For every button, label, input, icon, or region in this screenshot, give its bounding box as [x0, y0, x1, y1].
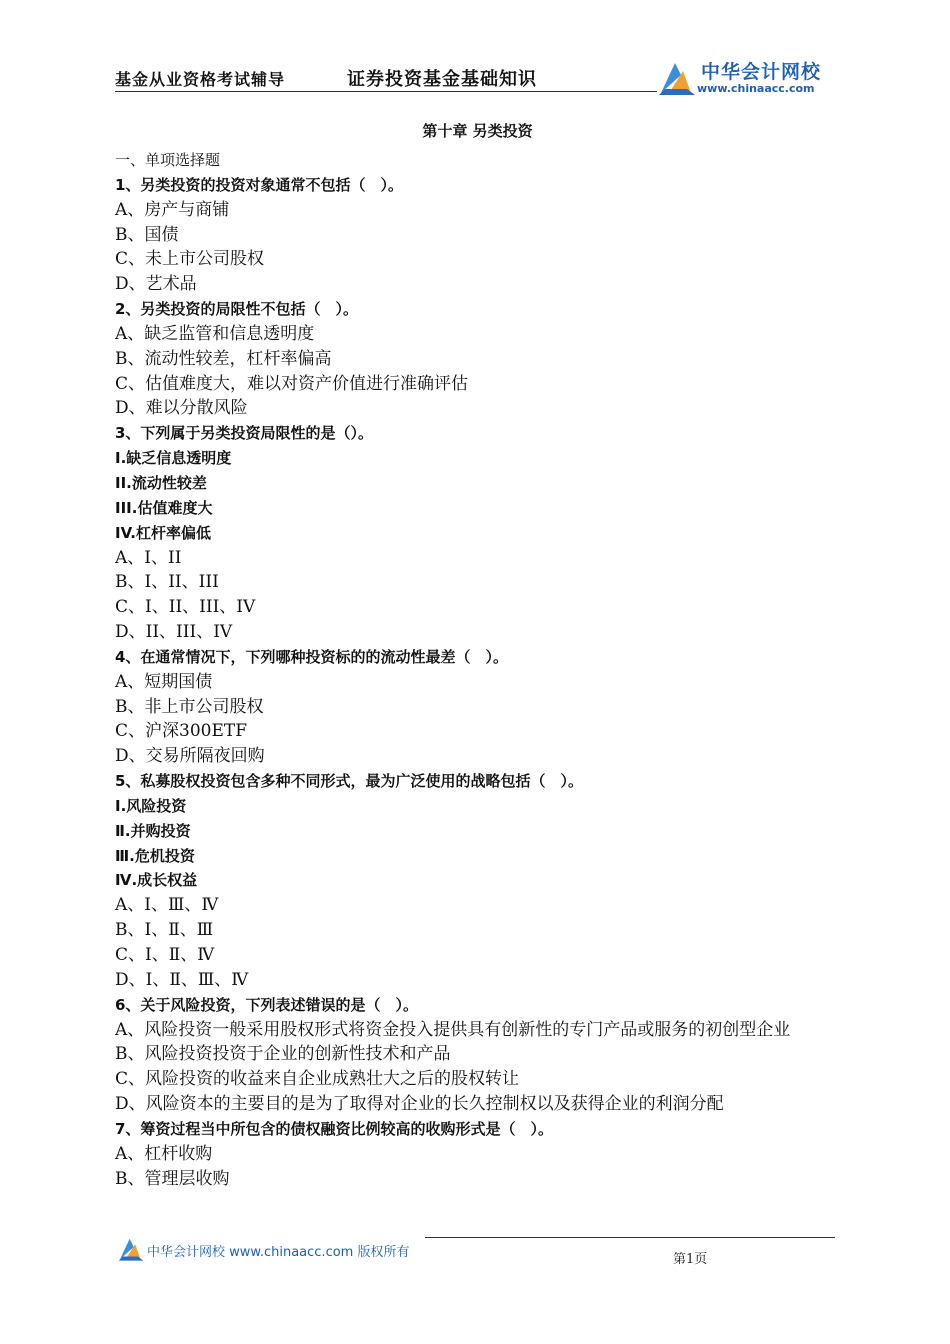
question-line: 6、关于风险投资，下列表述错误的是（ ）。: [115, 995, 418, 1014]
option-line: D、II、III、IV: [115, 622, 233, 643]
option-line: B、管理层收购: [115, 1168, 230, 1189]
question-line: 3、下列属于另类投资局限性的是（）。: [115, 424, 373, 443]
header-exam-title: 基金从业资格考试辅导: [115, 70, 286, 89]
option-line: D、交易所隔夜回购: [115, 746, 265, 767]
option-line: A、I、II: [115, 547, 182, 568]
footer-divider: [425, 1237, 835, 1238]
question-line: IV.杠杆率偏低: [115, 523, 211, 542]
option-line: C、沪深300ETF: [115, 721, 247, 742]
option-line: D、难以分散风险: [115, 398, 248, 419]
section-heading: 一、单项选择题: [115, 151, 221, 169]
option-line: C、未上市公司股权: [115, 249, 265, 270]
logo-url: www.chinaacc.com: [697, 82, 815, 95]
question-line: Ⅱ.并购投资: [115, 821, 191, 840]
question-list: [115, 148, 840, 1191]
question-line: 4、在通常情况下，下列哪种投资标的的流动性最差（ ）。: [115, 647, 508, 666]
option-line: C、估值难度大，难以对资产价值进行准确评估: [115, 373, 469, 394]
page-header: [115, 55, 835, 95]
option-line: B、Ⅰ、Ⅱ、Ⅲ: [115, 920, 214, 941]
question-line: I.缺乏信息透明度: [115, 449, 232, 468]
question-line: Ⅰ.风险投资: [115, 796, 187, 815]
option-line: B、风险投资投资于企业的创新性技术和产品: [115, 1044, 451, 1065]
header-subject-title: 证券投资基金基础知识: [347, 69, 537, 90]
chapter-title: 第十章 另类投资: [422, 122, 533, 140]
option-line: A、短期国债: [115, 671, 213, 692]
option-line: A、房产与商铺: [115, 199, 230, 220]
option-line: A、风险投资一般采用股权形式将资金投入提供具有创新性的专门产品或服务的初创型企业: [115, 1019, 791, 1040]
question-line: III.估值难度大: [115, 498, 213, 517]
option-line: B、I、II、III: [115, 572, 219, 593]
question-line: 7、筹资过程当中所包含的债权融资比例较高的收购形式是（ ）。: [115, 1119, 553, 1138]
option-line: A、杠杆收购: [115, 1143, 213, 1164]
option-line: A、缺乏监管和信息透明度: [115, 323, 315, 344]
footer-logo-icon: [117, 1236, 145, 1262]
option-line: C、风险投资的收益来自企业成熟壮大之后的股权转让: [115, 1069, 520, 1090]
option-line: C、I、II、III、IV: [115, 597, 256, 618]
document-body: [115, 118, 840, 1191]
option-line: B、流动性较差，杠杆率偏高: [115, 348, 332, 369]
option-line: D、风险资本的主要目的是为了取得对企业的长久控制权以及获得企业的利润分配: [115, 1094, 724, 1115]
question-line: 1、另类投资的投资对象通常不包括（ ）。: [115, 175, 403, 194]
option-line: A、Ⅰ、Ⅲ、Ⅳ: [115, 895, 219, 916]
question-line: 2、另类投资的局限性不包括（ ）。: [115, 300, 358, 319]
option-line: B、国债: [115, 224, 179, 245]
option-line: D、艺术品: [115, 274, 197, 295]
chinaacc-logo: [657, 55, 835, 99]
option-line: D、Ⅰ、Ⅱ、Ⅲ、Ⅳ: [115, 969, 249, 990]
footer-copyright: 中华会计网校 www.chinaacc.com 版权所有: [147, 1245, 410, 1260]
option-line: C、Ⅰ、Ⅱ、Ⅳ: [115, 945, 215, 965]
question-line: Ⅲ.危机投资: [115, 846, 195, 865]
question-line: II.流动性较差: [115, 473, 207, 492]
option-line: B、非上市公司股权: [115, 696, 264, 717]
page-number: 第1页: [673, 1252, 708, 1267]
logo-chinese-name: 中华会计网校: [701, 61, 822, 83]
logo-triangle-icon: [657, 59, 697, 97]
page-footer: [115, 1235, 835, 1265]
question-line: 5、私募股权投资包含多种不同形式，最为广泛使用的战略包括（ ）。: [115, 772, 583, 791]
question-line: Ⅳ.成长权益: [115, 871, 198, 890]
